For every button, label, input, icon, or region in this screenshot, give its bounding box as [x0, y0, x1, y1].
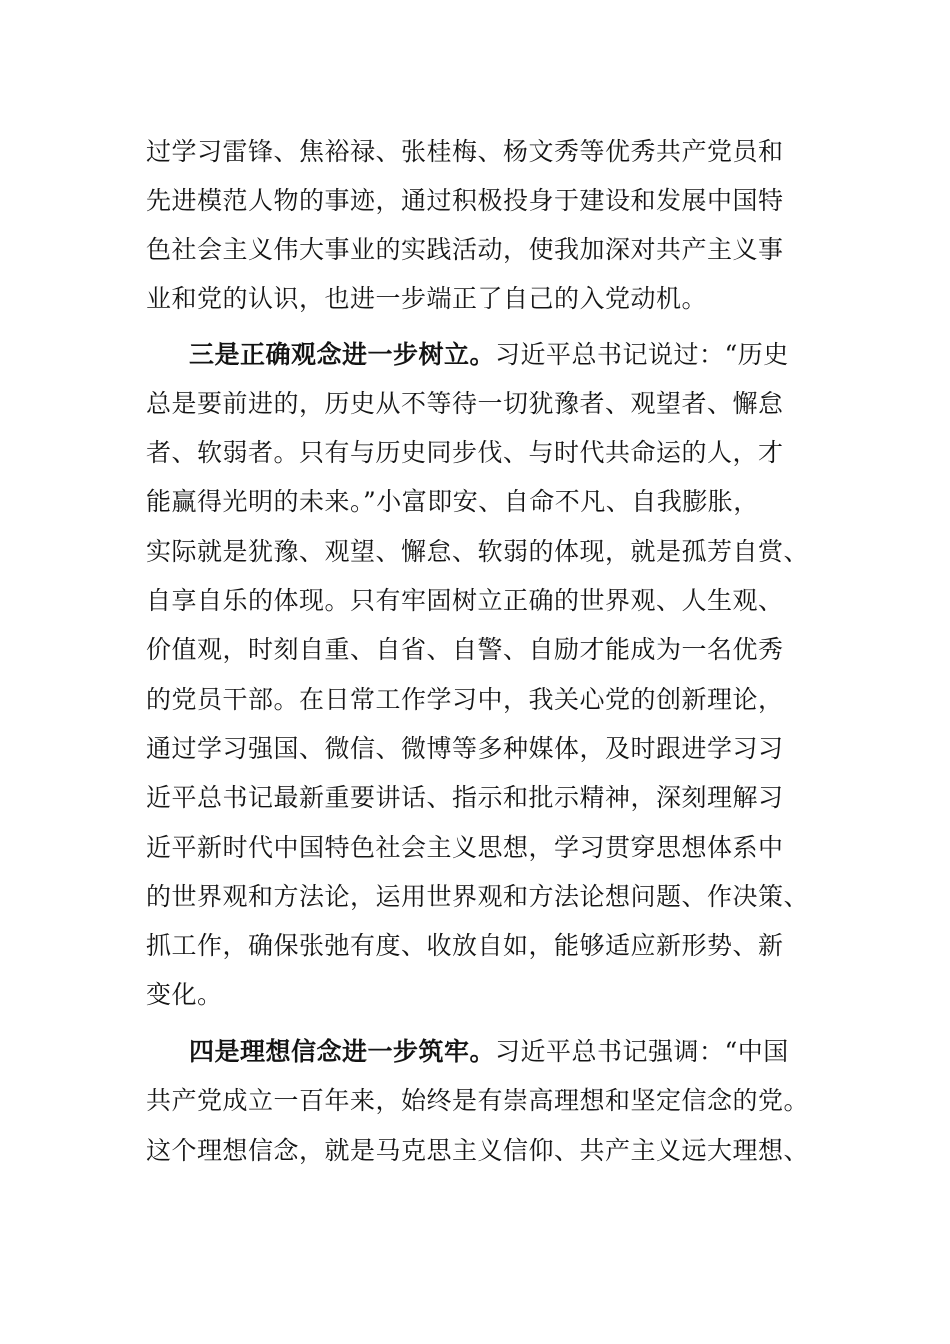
paragraph-2-line-4: 能赢得光明的未来。”小富即安、自命不凡、自我膨胀，: [146, 487, 759, 516]
paragraph-2-line-5: 实际就是犹豫、观望、懈怠、软弱的体现，就是孤芳自赏、: [146, 537, 810, 566]
paragraph-2-line-14: 变化。: [146, 980, 223, 1009]
paragraph-3-line-2: 共产党成立一百年来，始终是有崇高理想和坚定信念的党。: [146, 1086, 810, 1115]
paragraph-2-heading: 三是正确观念进一步树立。: [189, 340, 496, 369]
paragraph-2-line-3: 者、软弱者。只有与历史同步伐、与时代共命运的人，才: [146, 438, 784, 467]
paragraph-2-line-10: 近平总书记最新重要讲话、指示和批示精神，深刻理解习: [146, 783, 784, 812]
paragraph-2-line-13: 抓工作，确保张弛有度、收放自如，能够适应新形势、新: [146, 931, 784, 960]
paragraph-1-line-4: 业和党的认识，也进一步端正了自己的入党动机。: [146, 284, 708, 313]
paragraph-1-line-3: 色社会主义伟大事业的实践活动，使我加深对共产主义事: [146, 235, 784, 264]
paragraph-2-line-8: 的党员干部。在日常工作学习中，我关心党的创新理论，: [146, 685, 784, 714]
paragraph-2-line-6: 自享自乐的体现。只有牢固树立正确的世界观、人生观、: [146, 586, 784, 615]
paragraph-2-line-9: 通过学习强国、微信、微博等多种媒体，及时跟进学习习: [146, 734, 784, 763]
paragraph-2-line-11: 近平新时代中国特色社会主义思想，学习贯穿思想体系中: [146, 833, 784, 862]
paragraph-2-first-line-text: 习近平总书记说过：“历史: [495, 340, 789, 369]
paragraph-3-first-line-text: 习近平总书记强调：“中国: [495, 1037, 789, 1066]
paragraph-2-line-7: 价值观，时刻自重、自省、自警、自励才能成为一名优秀: [146, 635, 784, 664]
paragraph-3-first-line: [189, 1037, 789, 1067]
paragraph-2-first-line: [189, 340, 789, 370]
paragraph-3-heading: 四是理想信念进一步筑牢。: [189, 1037, 496, 1066]
paragraph-3-line-3: 这个理想信念，就是马克思主义信仰、共产主义远大理想、: [146, 1136, 810, 1165]
paragraph-2-line-2: 总是要前进的，历史从不等待一切犹豫者、观望者、懈怠: [146, 389, 784, 418]
paragraph-1-line-1: 过学习雷锋、焦裕禄、张桂梅、杨文秀等优秀共产党员和: [146, 137, 784, 166]
paragraph-2-line-12: 的世界观和方法论，运用世界观和方法论想问题、作决策、: [146, 882, 810, 911]
paragraph-1-line-2: 先进模范人物的事迹，通过积极投身于建设和发展中国特: [146, 186, 784, 215]
